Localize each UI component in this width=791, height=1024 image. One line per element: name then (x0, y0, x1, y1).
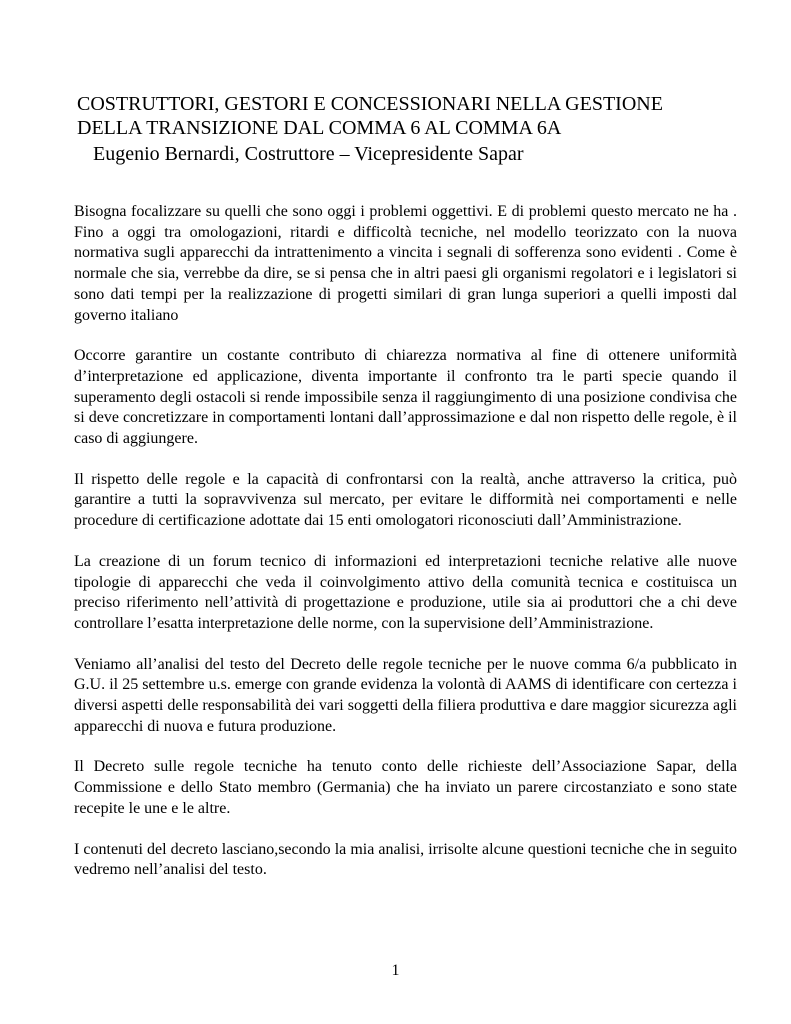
page-number: 1 (391, 962, 400, 979)
paragraph: Occorre garantire un costante contributo di chiarezza normativa al fine di ottenere uniformità d’interpretazione ed applicazione, diventa importante il confronto tra le parti specie quando il superamento degli ostacoli si rende impossibile senza il raggiungimento di una posizione condivisa che si deve concretizzare in comportamenti lontani dall’approssimazione e dal non rispetto delle regole, è il caso di aggiungere. (74, 347, 737, 448)
title-line-1: COSTRUTTORI, GESTORI E CONCESSIONARI NELLA GESTIONE (77, 93, 663, 115)
paragraph: I contenuti del decreto lasciano,secondo la mia analisi, irrisolte alcune questioni tecniche che in seguito vedremo nell’analisi del testo. (74, 840, 737, 879)
document-body (74, 202, 737, 901)
paragraph: Il Decreto sulle regole tecniche ha tenuto conto delle richieste dell’Associazione Sapar, della Commissione e dello Stato membro (Germania) che ha inviato un parere circostanziato e sono state recepite le une e le altre. (74, 758, 737, 817)
paragraph: Bisogna focalizzare su quelli che sono oggi i problemi oggettivi. E di problemi questo mercato ne ha . Fino a oggi tra omologazioni, ritardi e difficoltà tecniche, nel modello teorizzato con la nuova normativa sugli apparecchi da intrattenimento a vincita i segnali di sofferenza sono evidenti . Come è normale che sia, verrebbe da dire, se si pensa che in altri paesi gli organismi regolatori e i legislatori si sono dati tempi per la realizzazione di progetti similari di gran lunga superiori a quelli imposti dal governo italiano (74, 203, 737, 324)
document-title (77, 92, 757, 140)
paragraph: La creazione di un forum tecnico di informazioni ed interpretazioni tecniche relative alle nuove tipologie di apparecchi che veda il coinvolgimento attivo della comunità tecnica e costituisca un preciso riferimento nell’attività di progettazione e produzione, utile sia ai produttori che a chi deve controllare l’esatta interpretazione delle norme, con la supervisione dell’Amministrazione. (74, 552, 737, 632)
title-line-2: DELLA TRANSIZIONE DAL COMMA 6 AL COMMA 6A (77, 117, 562, 139)
paragraph: Il rispetto delle regole e la capacità di confrontarsi con la realtà, anche attraverso la critica, può garantire a tutti la sopravvivenza sul mercato, per evitare le difformità nei comportamenti e nelle procedure di certificazione adottate dai 15 enti omologatori riconosciuti dall’Amministrazione. (74, 470, 737, 530)
author-line: Eugenio Bernardi, Costruttore – Vicepresidente Sapar (93, 143, 524, 165)
paragraph: Veniamo all’analisi del testo del Decreto delle regole tecniche per le nuove comma 6/a pubblicato in G.U. il 25 settembre u.s. emerge con grande evidenza la volontà di AAMS di identificare con certezza i diversi aspetti delle responsabilità dei vari soggetti della filiera produttiva e dare maggior sicurezza agli apparecchi di nuova e futura produzione. (74, 655, 737, 735)
